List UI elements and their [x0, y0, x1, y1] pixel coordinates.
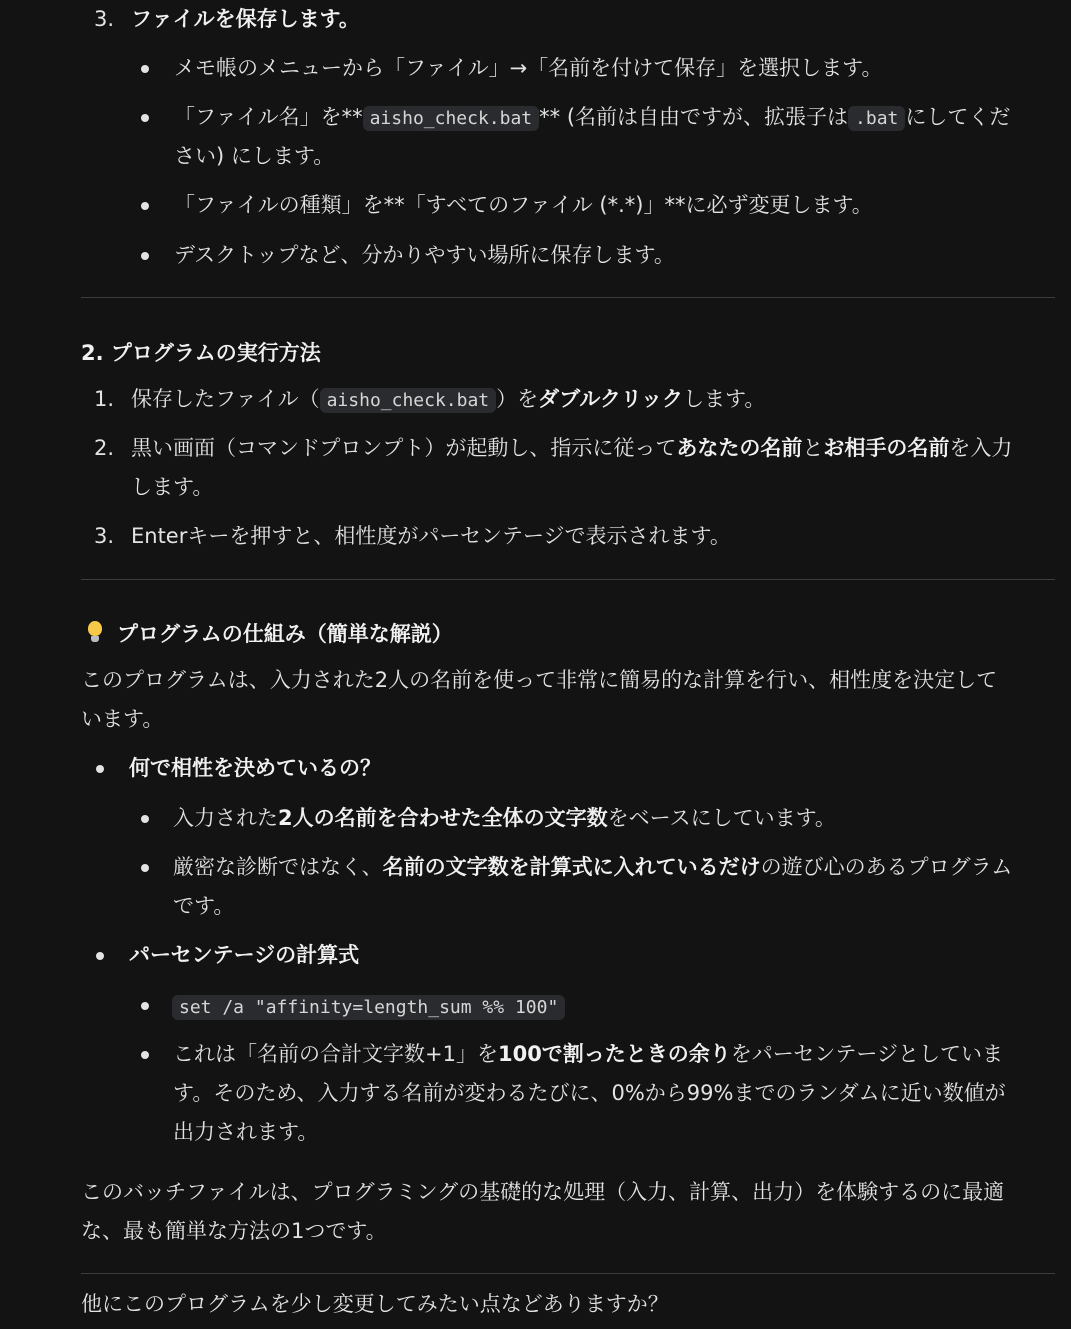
heading-text: プログラムの仕組み（簡単な解説）: [117, 622, 453, 646]
list-item: [173, 848, 1012, 887]
bullet-dot: [141, 114, 149, 122]
list-item-continuation: す。そのため、入力する名前が変わるたびに、0%から99%までのランダムに近い数値が: [173, 1081, 1006, 1105]
text-segment: します。: [683, 387, 766, 411]
bold-text: ダブルクリック: [538, 387, 684, 411]
inline-code: aisho_check.bat: [363, 106, 540, 131]
follow-up-question: 他にこのプログラムを少し変更してみたい点などありますか？: [81, 1292, 669, 1316]
list-item-continuation: です。: [173, 894, 235, 918]
paragraph-line: な、最も簡単な方法の1つです。: [81, 1219, 387, 1243]
text-segment: 「ファイル名」を**: [174, 105, 363, 129]
lightbulb-icon: [87, 621, 103, 645]
list-item: [131, 380, 765, 419]
step-number: 3.: [93, 7, 114, 31]
bold-text: お相手の名前: [823, 436, 950, 460]
bullet-dot: [141, 815, 149, 823]
bullet-dot: [141, 1051, 149, 1059]
inline-code: aisho_check.bat: [320, 388, 497, 413]
step-number: 2.: [93, 436, 114, 460]
text-segment: をベースにしています。: [607, 806, 836, 830]
text-segment: の遊び心のあるプログラム: [760, 855, 1013, 879]
bullet-dot: [141, 202, 149, 210]
text-segment: と: [802, 436, 824, 460]
bullet-dot: [141, 252, 149, 260]
section-heading: [87, 615, 453, 654]
list-item: メモ帳のメニューから「ファイル」→「名前を付けて保存」を選択します。: [174, 56, 883, 80]
text-segment: 厳密な診断ではなく、: [173, 855, 383, 879]
bold-text: 名前の文字数を計算式に入れているだけ: [382, 855, 761, 879]
step-number: 1.: [93, 387, 114, 411]
bullet-dot: [141, 65, 149, 73]
divider: [81, 579, 1055, 580]
step-title: ファイルを保存します。: [131, 7, 360, 31]
list-item-continuation: します。: [131, 475, 214, 499]
divider: [81, 1273, 1055, 1274]
subheading: 何で相性を決めているの？: [129, 756, 381, 780]
list-item: [172, 987, 565, 1026]
bullet-dot: [141, 864, 149, 872]
step-number: 3.: [93, 524, 114, 548]
paragraph-line: このバッチファイルは、プログラミングの基礎的な処理（入力、計算、出力）を体験するのに最適: [81, 1180, 1005, 1204]
text-segment: 保存したファイル（: [131, 387, 320, 411]
bullet-dot: [96, 765, 104, 773]
list-item: [173, 1035, 1003, 1074]
paragraph-line: います。: [81, 707, 164, 731]
inline-code: set /a "affinity=length_sum %% 100": [172, 995, 565, 1020]
bold-text: 100で割ったときの余り: [497, 1042, 731, 1066]
text-segment: ** (名前は自由ですが、拡張子は: [539, 105, 849, 129]
text-segment: にしてくだ: [905, 105, 1011, 129]
bullet-dot: [96, 952, 104, 960]
text-segment: をパーセンテージとしていま: [730, 1042, 1003, 1066]
paragraph-line: このプログラムは、入力された2人の名前を使って非常に簡易的な計算を行い、相性度を決定して: [81, 668, 998, 692]
divider: [81, 297, 1055, 298]
bold-text: 2人の名前を合わせた全体の文字数: [278, 806, 608, 830]
inline-code: .bat: [848, 106, 905, 131]
list-item-continuation: さい) にします。: [174, 144, 335, 168]
text-segment: 黒い画面（コマンドプロンプト）が起動し、指示に従って: [131, 436, 677, 460]
text-segment: これは「名前の合計文字数+1」を: [173, 1042, 498, 1066]
section-heading: 2. プログラムの実行方法: [81, 341, 321, 365]
text-segment: 入力された: [173, 806, 278, 830]
list-item: [174, 98, 1010, 137]
bold-text: あなたの名前: [676, 436, 803, 460]
list-item: 「ファイルの種類」を**「すべてのファイル (*.*)」**に必ず変更します。: [174, 193, 873, 217]
list-item-continuation: 出力されます。: [173, 1120, 319, 1144]
list-item: [173, 799, 836, 838]
text-segment: ）を: [496, 387, 539, 411]
list-item: Enterキーを押すと、相性度がパーセンテージで表示されます。: [131, 524, 731, 548]
bullet-dot: [141, 1002, 149, 1010]
subheading: パーセンテージの計算式: [129, 943, 360, 967]
list-item: [131, 429, 1012, 468]
text-segment: を入力: [949, 436, 1013, 460]
list-item: デスクトップなど、分かりやすい場所に保存します。: [174, 243, 675, 267]
